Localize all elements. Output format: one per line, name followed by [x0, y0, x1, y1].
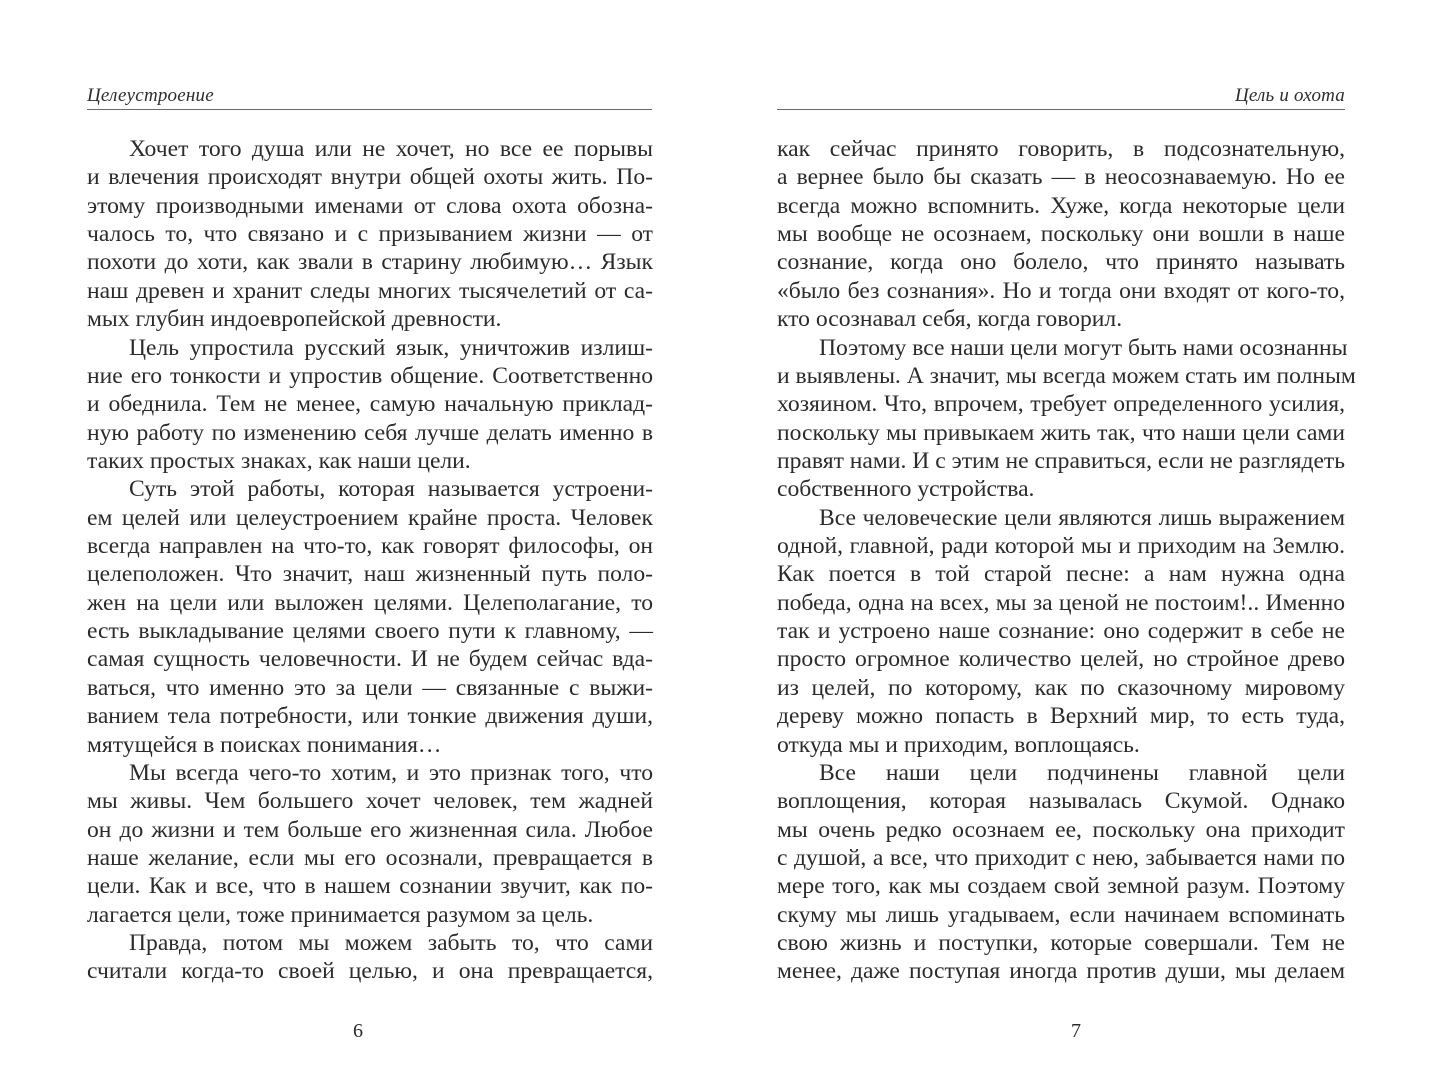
- text-line: самая сущность человечности. И не будем сейчас вда-: [87, 646, 653, 673]
- page-body: [777, 135, 1356, 986]
- text-line: и обеднила. Тем не менее, самую начальную приклад-: [87, 391, 653, 418]
- text-line: кто осознавал себя, когда говорил.: [777, 306, 1123, 333]
- text-line: этому производными именами от слова охота обозна-: [87, 192, 653, 219]
- running-header: Целеустроение: [87, 85, 214, 106]
- text-line: мы очень редко осознаем ее, поскольку она приходит: [777, 816, 1345, 843]
- text-line: наш древен и хранит следы многих тысячелетий от са-: [87, 277, 653, 304]
- text-line: как сейчас принято говорить, в подсознательную,: [777, 136, 1345, 162]
- text-line: менее, даже поступая иногда против души, мы делаем: [777, 958, 1345, 985]
- text-line: всегда можно вспомнить. Хуже, когда некоторые цели: [777, 192, 1345, 219]
- text-line: чалось то, что связано и с призыванием жизни — от: [87, 221, 653, 248]
- page-number: 6: [353, 1020, 363, 1042]
- text-line: правят нами. И с этим не справиться, если не разглядеть: [777, 447, 1345, 474]
- text-line: цели. Как и все, что в нашем сознании звучит, как по-: [87, 873, 653, 900]
- text-line: всегда направлен на что-то, как говорят философы, он: [87, 533, 653, 560]
- text-line: Хочет того душа или не хочет, но все ее порывы: [129, 136, 653, 162]
- right-page: [720, 0, 1441, 1080]
- text-line: поскольку мы привыкаем жить так, что наши цели сами: [777, 419, 1345, 446]
- text-line: Цель упростила русский язык, уничтожив излиш-: [129, 334, 653, 361]
- text-line: ем целей или целеустроением крайне проста. Человек: [87, 504, 653, 531]
- text-line: с душой, а все, что приходит с нею, забывается нами по: [777, 844, 1345, 871]
- text-line: просто огромное количество целей, но стройное древо: [777, 646, 1345, 673]
- text-line: хозяином. Что, впрочем, требует определенного усилия,: [777, 391, 1345, 418]
- text-line: сознание, когда оно болело, что принято называть: [777, 249, 1345, 276]
- text-line: ние его тонкости и упростив общение. Соответственно: [87, 362, 653, 389]
- text-line: похоти до хоти, как звали в старину любимую… Язык: [87, 249, 653, 276]
- text-line: победа, одна на всех, мы за ценой не постоим!.. Именно: [777, 589, 1345, 616]
- page-number: 7: [1071, 1020, 1081, 1042]
- text-line: жен на цели или выложен целями. Целеполагание, то: [87, 589, 653, 616]
- header-rule: [777, 109, 1345, 110]
- text-line: есть выкладывание целями своего пути к главному, —: [87, 618, 653, 645]
- header-rule: [87, 109, 652, 110]
- text-line: мы живы. Чем большего хочет человек, тем жадней: [87, 788, 653, 815]
- text-line: Мы всегда чего-то хотим, и это признак того, что: [129, 759, 653, 786]
- text-line: Все человеческие цели являются лишь выражением: [819, 504, 1345, 531]
- text-line: таких простых знаках, как наши цели.: [87, 447, 471, 474]
- text-line: дереву можно попасть в Верхний мир, то есть туда,: [777, 703, 1345, 730]
- text-line: воплощения, которая называлась Скумой. Однако: [777, 788, 1345, 815]
- text-line: собственного устройства.: [777, 476, 1035, 503]
- text-line: считали когда-то своей целью, и она превращается,: [87, 958, 653, 985]
- text-line: целеположен. Что значит, наш жизненный путь поло-: [87, 561, 653, 588]
- left-page: [0, 0, 720, 1080]
- page-body: [87, 135, 653, 986]
- text-line: Поэтому все наши цели могут быть нами осознанны: [819, 334, 1348, 361]
- text-line: лагается цели, тоже принимается разумом за цель.: [87, 901, 594, 928]
- text-line: скуму мы лишь угадываем, если начинаем вспоминать: [777, 901, 1345, 928]
- text-line: так и устроено наше сознание: оно содержит в себе не: [777, 618, 1345, 645]
- text-line: он до жизни и тем больше его жизненная сила. Любое: [87, 816, 653, 843]
- text-line: одной, главной, ради которой мы и приходим на Землю.: [777, 533, 1345, 560]
- text-line: мы вообще не осознаем, поскольку они вошли в наше: [777, 221, 1345, 248]
- text-line: Как поется в той старой песне: а нам нужна одна: [777, 561, 1345, 588]
- text-line: а вернее было бы сказать — в неосознаваемую. Но ее: [777, 164, 1345, 191]
- text-line: ванием тела потребности, или тонкие движения души,: [87, 703, 653, 730]
- text-line: откуда мы и приходим, воплощаясь.: [777, 731, 1140, 758]
- text-line: Все наши цели подчинены главной цели: [819, 759, 1345, 786]
- text-line: мере того, как мы создаем свой земной разум. Поэтому: [777, 873, 1345, 900]
- text-line: из целей, по которому, как по сказочному мировому: [777, 674, 1345, 701]
- text-line: и влечения происходят внутри общей охоты жить. По-: [87, 164, 653, 191]
- text-line: ваться, что именно это за цели — связанные с выжи-: [87, 674, 653, 701]
- text-line: ную работу по изменению себя лучше делать именно в: [87, 419, 653, 446]
- text-line: мых глубин индоевропейской древности.: [87, 306, 502, 333]
- text-line: Суть этой работы, которая называется устроени-: [129, 476, 653, 503]
- text-line: свою жизнь и поступки, которые совершали. Тем не: [777, 930, 1345, 957]
- text-line: «было без сознания». Но и тогда они входят от кого-то,: [777, 277, 1345, 304]
- text-line: и выявлены. А значит, мы всегда можем стать им полным: [777, 362, 1356, 389]
- running-header: Цель и охота: [1234, 85, 1345, 106]
- text-line: мятущейся в поисках понимания…: [87, 731, 442, 758]
- text-line: наше желание, если мы его осознали, превращается в: [87, 844, 653, 871]
- text-line: Правда, потом мы можем забыть то, что сами: [129, 930, 653, 957]
